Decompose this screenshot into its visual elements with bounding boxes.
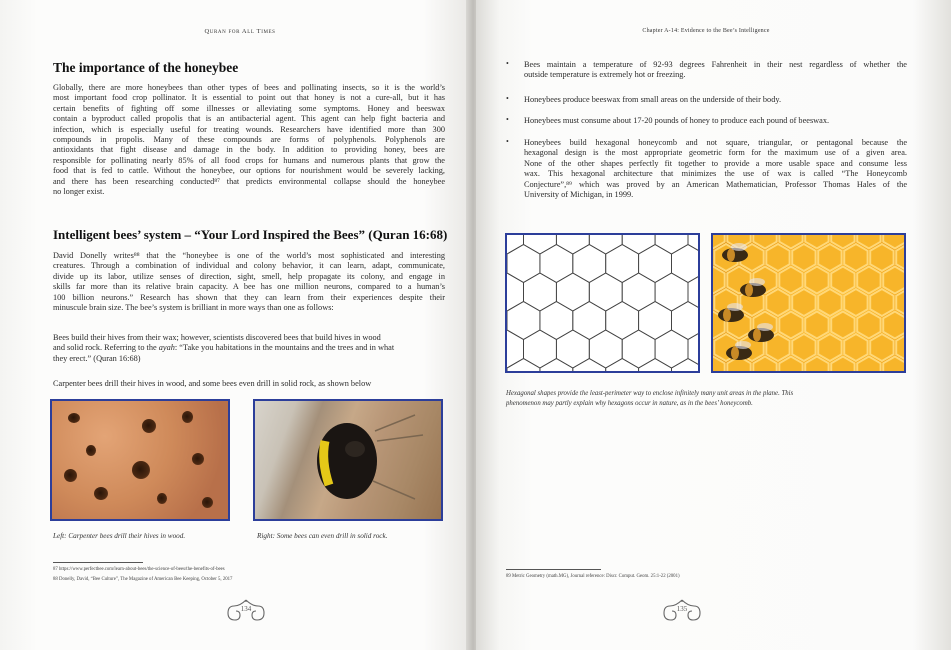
- honey-cell: [857, 267, 880, 294]
- bullet-line: hexagonal design is the most appropriate geometric form for the maximum use of a given area.: [524, 148, 907, 158]
- paragraph-hives: [53, 333, 445, 364]
- paragraph-carpenter: Carpenter bees drill their hives in wood, and some bees even drill in solid rock, as shown below: [53, 379, 372, 388]
- text-line: infection, which is especially useful for treating wounds. Researchers have identified more than 300: [53, 124, 445, 134]
- page-number-right: 135: [676, 605, 688, 613]
- footnote-rule-right: [506, 569, 601, 570]
- honey-cell: [870, 289, 893, 316]
- bee-in-wood-photo: [253, 399, 443, 521]
- bullet-line: Bees maintain a temperature of 92-93 degrees Fahrenheit in their nest regardless of whether the: [524, 60, 907, 69]
- page-number-left: 134: [240, 605, 252, 613]
- hexagon-cell: [540, 302, 573, 340]
- hexagon-grid: [507, 235, 698, 371]
- hexagon-cell: [639, 245, 672, 283]
- right-page: [476, 0, 951, 650]
- hexagon-cell: [688, 235, 698, 254]
- hexagon-cell: [589, 273, 622, 311]
- honey-cell: [766, 244, 789, 271]
- honey-cell: [779, 267, 802, 294]
- text-line: most important food crop pollinator. It is essential to point out that honey is not a cure-all, but it has: [53, 93, 445, 103]
- hexagon-cell: [672, 245, 699, 283]
- hexagon-cell: [622, 235, 655, 254]
- hexagon-cell: [507, 273, 524, 311]
- paragraph-donelly: [53, 251, 445, 313]
- caption-right-photo: Right: Some bees can even drill in solid rock.: [257, 532, 388, 540]
- honey-cell: [831, 267, 854, 294]
- honey-cell: [844, 289, 867, 316]
- honey-cell: [766, 289, 789, 316]
- paragraph-importance: [53, 83, 445, 197]
- hexagon-cell: [507, 235, 524, 254]
- bullet-item: [524, 138, 907, 200]
- caption-hexagon: Hexagonal shapes provide the least-perimeter way to enclose infinitely many unit areas in the plane. This phenomenon may partly explain why hexagons occur in nature, as in the bees’ honeycomb.: [506, 390, 794, 407]
- hexagon-cell: [524, 330, 557, 368]
- bullet-marker: •: [506, 137, 509, 146]
- honey-cell: [779, 312, 802, 339]
- honeycomb-illustration: [713, 235, 904, 371]
- heading-intelligent-bees: Intelligent bees’ system – “Your Lord Inspired the Bees” (Quran 16:68): [53, 227, 448, 242]
- hexagon-cell: [540, 359, 573, 372]
- honey-cell: [844, 334, 867, 361]
- bullet-item: [524, 116, 907, 126]
- caption-left-photo: Left: Carpenter bees drill their hives in wood.: [53, 532, 186, 540]
- heading-importance: The importance of the honeybee: [53, 60, 239, 75]
- footnote-89: 89 Metric Geometry (math.MG), Journal reference: Discr. Comput. Geom. 25:1-22 (2001): [506, 574, 680, 579]
- honey-cell: [805, 312, 828, 339]
- honey-cell: [857, 312, 880, 339]
- bullet-marker: •: [506, 59, 509, 68]
- hexagon-cell: [556, 273, 589, 311]
- text-line: 100 billion neurons.” Research has shown that they can learn from their experiences despite their: [53, 292, 445, 302]
- hexagon-cell: [507, 330, 524, 368]
- bullet-line: Honeybees produce beeswax from small areas on the underside of their body.: [524, 95, 782, 104]
- bullet-line: outside temperature is extremely hot or freezing.: [524, 70, 686, 80]
- honey-cell: [870, 334, 893, 361]
- bullet-line: Honeybees build hexagonal honeycomb and not square, triangular, or pentagonal because the: [524, 138, 907, 147]
- honey-cell: [883, 312, 904, 339]
- text-line: Globally, there are more honeybees than other types of bees and pollinating insects, so it is the world’s: [53, 83, 445, 92]
- text-line: divide up its labor, utilize senses of direction, sight, smell, help propagate its colony, and engage in: [53, 271, 445, 281]
- honey-cell: [818, 289, 841, 316]
- hives-line-3: they erect.” (Quran 16:68): [53, 353, 141, 363]
- honey-cell: [792, 244, 815, 271]
- hexagon-cell: [606, 359, 639, 372]
- bullet-item: [524, 95, 907, 105]
- hexagon-cell: [622, 330, 655, 368]
- bullet-marker: •: [506, 115, 509, 124]
- left-page: [0, 0, 470, 650]
- bullet-line: University of Michigan, in 1999.: [524, 190, 634, 200]
- honeycomb-bees-photo: [711, 233, 906, 373]
- bullet-line: wax. This hexagonal architecture that minimizes the use of wax is called “The Honeycomb: [524, 169, 907, 179]
- text-line: no longer exist.: [53, 187, 105, 197]
- page-ornament-right: [662, 598, 702, 628]
- hexagon-cell: [606, 245, 639, 283]
- bullet-line: None of the other shapes perfectly fit together to provide a more usable space and consume less: [524, 158, 907, 168]
- hexagon-cell: [688, 330, 698, 368]
- text-line: certain benefits of fighting off some illnesses or alleviating some symptoms. Honey and beeswax: [53, 103, 445, 113]
- text-line: creatures. Through a combination of individual and colony behavior, it can learn, adapt, communicate,: [53, 261, 445, 271]
- bullet-line: Conjecture”,⁸⁹ which was proved by an American Mathematician, Professor Thomas Hales of the: [524, 179, 907, 189]
- hexagon-cell: [507, 359, 540, 372]
- hexagon-cell: [556, 235, 589, 254]
- hexagon-cell: [540, 245, 573, 283]
- hexagon-cell: [655, 273, 688, 311]
- hexagon-cell: [524, 235, 557, 254]
- hexagon-cell: [589, 330, 622, 368]
- hexagon-cell: [606, 302, 639, 340]
- footnote-88: 88 Donelly, David, “Bee Culture”, The Magazine of American Bee Keeping, October 5, 2017: [53, 577, 233, 582]
- text-line: food that is fed to cattle. Without the honeybee, our options for nourishment would be severely lacking,: [53, 166, 445, 176]
- text-line: responsible for pollinating nearly 85% of all food crops for humans and numerous plants that grow the: [53, 155, 445, 165]
- hexagon-cell: [655, 330, 688, 368]
- footnote-87: 87 https://www.perfectbee.com/learn-about-bees/the-science-of-bees/the-benefits-of-bees: [53, 567, 225, 572]
- hexagon-cell: [507, 245, 540, 283]
- hexagon-cell: [672, 302, 699, 340]
- honey-cell: [844, 244, 867, 271]
- text-line: and there has been researching conducted⁸⁷ that predicts environmental collapse should the honeybee: [53, 176, 445, 186]
- text-line: skills far more than its relative brain capacity. A bee has one million neurons, compared to a human’s: [53, 282, 445, 292]
- honey-cell: [818, 334, 841, 361]
- text-line: compounds in propolis. Many of these compounds are forms of polyphenols. Polyphenols are: [53, 135, 445, 145]
- bullet-marker: •: [506, 94, 509, 103]
- honey-cell: [805, 267, 828, 294]
- text-line: minuscule brain size. The bee’s system is brilliant in more ways than one as follows:: [53, 303, 334, 313]
- hexagon-cell: [573, 245, 606, 283]
- hexagon-cell: [688, 273, 698, 311]
- hives-line-1: Bees build their hives from their wax; however, scientists discovered bees that build hives in wood: [53, 333, 381, 342]
- page-ornament-left: [226, 598, 266, 628]
- honey-cell: [883, 267, 904, 294]
- bee-illustration: [255, 401, 441, 519]
- bee: [748, 323, 774, 342]
- hexagon-cell: [639, 302, 672, 340]
- honey-cell: [831, 312, 854, 339]
- footnote-rule-left: [53, 562, 143, 563]
- hexagon-cell: [655, 235, 688, 254]
- hexagon-cell: [573, 359, 606, 372]
- honey-cell: [870, 244, 893, 271]
- text-line: antioxidants that fight disease and damage in the body. In addition to providing honey, bees are: [53, 145, 445, 155]
- honey-cell: [713, 267, 725, 294]
- running-head-right: Chapter A-14: Evidence to the Bee’s Intelligence: [642, 28, 770, 34]
- hexagon-cell: [672, 359, 699, 372]
- hexagon-cell: [639, 359, 672, 372]
- hexagon-cell: [556, 330, 589, 368]
- text-line: contain a byproduct called propolis that is an antibacterial agent. This agent can help fight bacteria and: [53, 114, 445, 124]
- bullet-line: Honeybees must consume about 17-20 pounds of honey to produce each pound of beeswax.: [524, 116, 830, 125]
- honey-cell: [792, 334, 815, 361]
- hexagon-cell: [573, 302, 606, 340]
- hexagon-cell: [524, 273, 557, 311]
- hexagon-cell: [589, 235, 622, 254]
- running-head-left: Quran for All Times: [204, 28, 276, 35]
- bullet-item: [524, 60, 907, 81]
- honey-cell: [792, 289, 815, 316]
- carpenter-bee-holes-photo: [50, 399, 230, 521]
- text-line: David Donelly writes⁸⁸ that the “honeybee is one of the world’s most sophisticated and interesting: [53, 251, 445, 260]
- hexagon-cell: [507, 302, 540, 340]
- hexagon-cell: [622, 273, 655, 311]
- honey-cell: [818, 244, 841, 271]
- hexagon-grid-diagram: [505, 233, 700, 373]
- hives-line-2: and solid rock. Referring to the ayah: “Take you habitations in the mountains and the trees and in what: [53, 343, 395, 353]
